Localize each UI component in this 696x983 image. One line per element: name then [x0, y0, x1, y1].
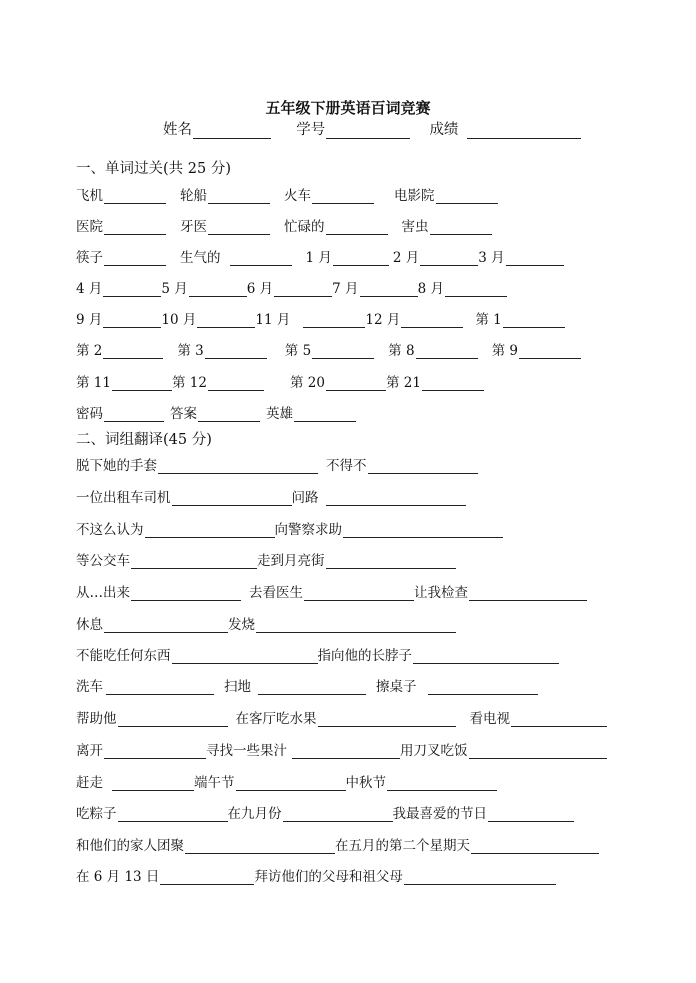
answer-blank[interactable] — [312, 189, 374, 204]
phrase-item: 去看医生 — [249, 585, 414, 601]
answer-blank[interactable] — [445, 282, 507, 297]
student-info-row — [163, 118, 581, 139]
answer-blank[interactable] — [106, 680, 214, 695]
answer-blank[interactable] — [422, 376, 484, 391]
phrase-item: 拜访他们的父母和祖父母 — [254, 869, 556, 885]
phrase-item: 从…出来 — [76, 585, 241, 601]
phrase-item: 扫地 — [224, 679, 366, 695]
answer-blank[interactable] — [185, 839, 335, 854]
answer-blank[interactable] — [312, 344, 374, 359]
word-item: 第 8 — [388, 343, 477, 359]
answer-blank[interactable] — [333, 251, 389, 266]
section2-row — [76, 679, 538, 695]
section2-heading: 二、词组翻译(45 分) — [76, 432, 212, 448]
word-item: 牙医 — [180, 219, 270, 235]
phrase-item: 帮助他 — [76, 711, 228, 727]
word-item: 1 月 — [306, 250, 389, 266]
answer-blank[interactable] — [368, 459, 478, 474]
section2-row — [76, 711, 607, 727]
section1-row — [76, 375, 484, 391]
section2-row — [76, 617, 456, 633]
word-item: 第 20 — [290, 375, 386, 391]
word-item: 8 月 — [418, 281, 507, 297]
answer-blank[interactable] — [318, 712, 456, 727]
answer-blank[interactable] — [326, 220, 388, 235]
section2-row — [76, 869, 556, 885]
answer-blank[interactable] — [104, 251, 166, 266]
answer-blank[interactable] — [172, 491, 292, 506]
answer-blank[interactable] — [303, 313, 365, 328]
word-item: 第 5 — [285, 343, 374, 359]
section2-row — [76, 553, 456, 569]
word-item: 飞机 — [76, 188, 166, 204]
answer-blank[interactable] — [158, 459, 318, 474]
word-item: 英雄 — [266, 406, 356, 422]
answer-blank[interactable] — [131, 554, 257, 569]
answer-blank[interactable] — [326, 491, 466, 506]
word-item: 第 11 — [76, 375, 172, 391]
answer-blank[interactable] — [198, 407, 260, 422]
answer-blank[interactable] — [103, 344, 163, 359]
answer-blank[interactable] — [274, 282, 332, 297]
section1-row — [76, 250, 564, 266]
score-label: 成绩 — [429, 122, 459, 138]
answer-blank[interactable] — [104, 618, 228, 633]
section2-row — [76, 585, 587, 601]
word-item: 5 月 — [161, 281, 246, 297]
answer-blank[interactable] — [430, 220, 492, 235]
section1-heading: 一、单词过关(共 25 分) — [76, 161, 231, 177]
answer-blank[interactable] — [197, 313, 255, 328]
phrase-item: 中秋节 — [346, 775, 498, 791]
phrase-item: 在 6 月 13 日 — [76, 869, 254, 885]
phrase-item: 吃粽子 — [76, 806, 228, 822]
phrase-item: 不得不 — [326, 458, 478, 474]
answer-blank[interactable] — [118, 712, 228, 727]
phrase-item: 不这么认为 — [76, 522, 275, 538]
section2-row — [76, 458, 478, 474]
word-item: 火车 — [284, 188, 374, 204]
word-item: 第 9 — [492, 343, 581, 359]
answer-blank[interactable] — [506, 251, 564, 266]
word-item: 第 2 — [76, 343, 163, 359]
word-item: 11 月 — [255, 312, 365, 328]
answer-blank[interactable] — [413, 649, 559, 664]
answer-blank[interactable] — [208, 376, 264, 391]
phrase-item: 端午节 — [194, 775, 346, 791]
answer-blank[interactable] — [236, 776, 346, 791]
phrase-item: 看电视 — [470, 711, 608, 727]
answer-blank[interactable] — [118, 807, 228, 822]
section2-row — [76, 806, 574, 822]
word-item: 第 3 — [177, 343, 266, 359]
answer-blank[interactable] — [104, 407, 164, 422]
answer-blank[interactable] — [503, 313, 565, 328]
phrase-item: 不能吃任何东西 — [76, 648, 318, 664]
section2-row — [76, 490, 466, 506]
answer-blank[interactable] — [511, 712, 607, 727]
phrase-item: 我最喜爱的节日 — [393, 806, 575, 822]
section1-row — [76, 219, 492, 235]
phrase-item: 问路 — [292, 490, 466, 506]
word-item: 电影院 — [394, 188, 498, 204]
phrase-item: 赶走 — [76, 775, 194, 791]
word-item: 第 12 — [172, 375, 264, 391]
answer-blank[interactable] — [230, 251, 292, 266]
answer-blank[interactable] — [292, 744, 400, 759]
answer-blank[interactable] — [436, 189, 498, 204]
answer-blank[interactable] — [471, 839, 599, 854]
word-item: 7 月 — [332, 281, 417, 297]
section2-row — [76, 743, 607, 759]
answer-blank[interactable] — [404, 870, 556, 885]
answer-blank[interactable] — [469, 744, 607, 759]
phrase-item: 等公交车 — [76, 553, 257, 569]
answer-blank[interactable] — [326, 554, 456, 569]
section2-row — [76, 838, 599, 854]
answer-blank[interactable] — [519, 344, 581, 359]
word-item: 害虫 — [402, 219, 492, 235]
word-item: 轮船 — [180, 188, 270, 204]
phrase-item: 离开 — [76, 743, 206, 759]
phrase-item: 走到月亮街 — [257, 553, 456, 569]
answer-blank[interactable] — [488, 807, 574, 822]
word-item: 第 21 — [386, 375, 484, 391]
name-blank[interactable] — [193, 124, 271, 139]
phrase-item: 让我检查 — [414, 585, 587, 601]
answer-blank[interactable] — [401, 313, 463, 328]
word-item: 3 月 — [478, 250, 563, 266]
phrase-item: 发烧 — [228, 617, 456, 633]
answer-blank[interactable] — [160, 870, 254, 885]
answer-blank[interactable] — [112, 376, 172, 391]
section1-row — [76, 406, 356, 422]
phrase-item: 擦桌子 — [376, 679, 538, 695]
word-item: 第 1 — [475, 312, 564, 328]
student-id-blank[interactable] — [326, 124, 410, 139]
answer-blank[interactable] — [104, 189, 166, 204]
answer-blank[interactable] — [360, 282, 418, 297]
answer-blank[interactable] — [131, 586, 241, 601]
answer-blank[interactable] — [103, 282, 161, 297]
answer-blank[interactable] — [428, 680, 538, 695]
answer-blank[interactable] — [103, 313, 161, 328]
score-blank[interactable] — [467, 124, 581, 139]
answer-blank[interactable] — [145, 523, 275, 538]
phrase-item: 脱下她的手套 — [76, 458, 318, 474]
answer-blank[interactable] — [387, 776, 497, 791]
answer-blank[interactable] — [172, 649, 318, 664]
answer-blank[interactable] — [208, 220, 270, 235]
answer-blank[interactable] — [416, 344, 478, 359]
answer-blank[interactable] — [205, 344, 267, 359]
word-item: 9 月 — [76, 312, 161, 328]
answer-blank[interactable] — [304, 586, 414, 601]
phrase-item: 在客厅吃水果 — [236, 711, 456, 727]
phrase-item: 用刀叉吃饭 — [400, 743, 607, 759]
word-item: 忙碌的 — [284, 219, 388, 235]
phrase-item: 休息 — [76, 617, 228, 633]
answer-blank[interactable] — [343, 523, 503, 538]
phrase-item: 在九月份 — [228, 806, 393, 822]
word-item: 答案 — [170, 406, 260, 422]
phrase-item: 一位出租车司机 — [76, 490, 292, 506]
word-item: 4 月 — [76, 281, 161, 297]
answer-blank[interactable] — [420, 251, 478, 266]
answer-blank[interactable] — [294, 407, 356, 422]
answer-blank[interactable] — [112, 776, 194, 791]
answer-blank[interactable] — [104, 744, 206, 759]
phrase-item: 洗车 — [76, 679, 214, 695]
phrase-item: 和他们的家人团聚 — [76, 838, 335, 854]
section1-row — [76, 343, 581, 359]
word-item: 医院 — [76, 219, 166, 235]
section2-row — [76, 775, 497, 791]
section2-row — [76, 648, 559, 664]
phrase-item: 寻找一些果汁 — [206, 743, 400, 759]
answer-blank[interactable] — [283, 807, 393, 822]
word-item: 密码 — [76, 406, 164, 422]
section1-row — [76, 188, 498, 204]
answer-blank[interactable] — [208, 189, 270, 204]
word-item: 生气的 — [180, 250, 292, 266]
word-item: 6 月 — [247, 281, 332, 297]
phrase-item: 向警察求助 — [275, 522, 504, 538]
word-item: 筷子 — [76, 250, 166, 266]
word-item: 2 月 — [393, 250, 478, 266]
answer-blank[interactable] — [189, 282, 247, 297]
answer-blank[interactable] — [326, 376, 386, 391]
answer-blank[interactable] — [258, 680, 366, 695]
section1-row — [76, 312, 565, 328]
student-id-label: 学号 — [296, 122, 326, 138]
section1-row — [76, 281, 507, 297]
word-item: 10 月 — [161, 312, 255, 328]
word-item: 12 月 — [365, 312, 463, 328]
answer-blank[interactable] — [469, 586, 587, 601]
phrase-item: 在五月的第二个星期天 — [335, 838, 599, 854]
name-label: 姓名 — [163, 122, 192, 138]
phrase-item: 指向他的长脖子 — [318, 648, 560, 664]
page-title: 五年级下册英语百词竞赛 — [265, 99, 431, 117]
answer-blank[interactable] — [104, 220, 166, 235]
answer-blank[interactable] — [256, 618, 456, 633]
section2-row — [76, 522, 503, 538]
